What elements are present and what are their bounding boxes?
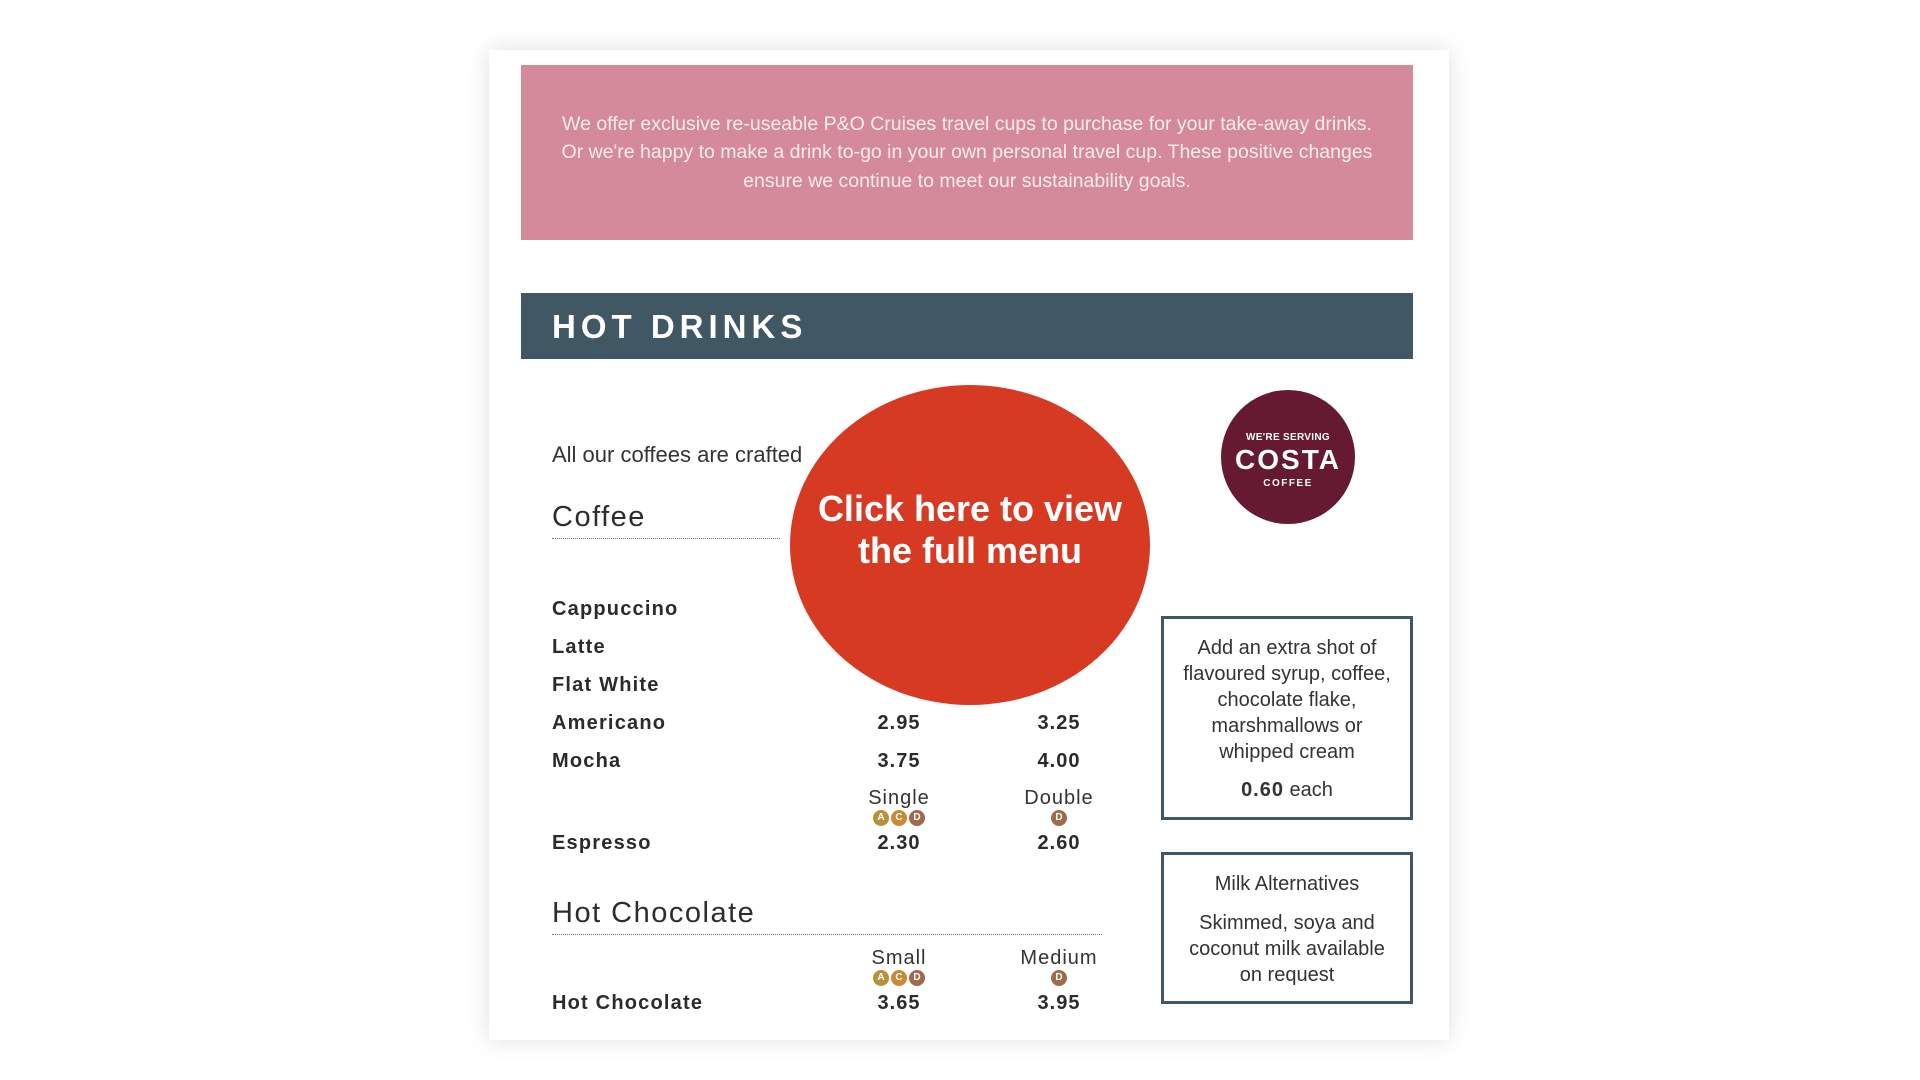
- allergen-c-icon: C: [891, 970, 907, 986]
- size-label-double: Double: [1024, 787, 1094, 809]
- costa-logo: [1221, 390, 1355, 524]
- milk-alternatives-box: [1161, 852, 1413, 1004]
- allergen-d-icon: D: [909, 970, 925, 986]
- sustainability-banner: [521, 65, 1413, 240]
- allergen-icons: [873, 970, 925, 986]
- section-title: HOT DRINKS: [552, 308, 808, 345]
- view-full-menu-button[interactable]: [790, 385, 1150, 705]
- sustainability-text: We offer exclusive re-useable P&O Cruises travel cups to purchase for your take-away drinks. Or we're happy to make a drink to-go in your own personal travel cup. These positive changes ensure we continue to meet our sustainability goals.: [561, 112, 1373, 192]
- allergen-a-icon: A: [873, 810, 889, 826]
- allergen-d-icon: D: [1051, 810, 1067, 826]
- menu-item-price: 2.60: [1037, 832, 1081, 854]
- menu-item-price: 3.25: [1037, 712, 1081, 734]
- extras-price-line: [1164, 779, 1410, 802]
- extras-text: Add an extra shot of flavoured syrup, coffee, chocolate flake, marshmallows or whipped cream: [1183, 637, 1391, 763]
- menu-item-price: 2.30: [877, 832, 921, 854]
- section-header: [521, 293, 1413, 359]
- allergen-d-icon: D: [1051, 970, 1067, 986]
- menu-item-price: 4.00: [1037, 750, 1081, 772]
- hot-chocolate-heading: Hot Chocolate: [552, 896, 1102, 935]
- menu-item-name: Cappuccino: [552, 598, 679, 620]
- size-label-small: Small: [871, 947, 927, 969]
- milk-alternatives-title: Milk Alternatives: [1214, 873, 1360, 895]
- allergen-a-icon: A: [873, 970, 889, 986]
- size-label-medium: Medium: [1020, 947, 1098, 969]
- allergen-icons: [1051, 970, 1067, 986]
- allergen-c-icon: C: [891, 810, 907, 826]
- milk-alternatives-text: Skimmed, soya and coconut milk available on request: [1189, 912, 1385, 986]
- allergen-icons: [1051, 810, 1067, 826]
- size-label-single: Single: [868, 787, 930, 809]
- intro-text: All our coffees are crafted: [552, 442, 803, 467]
- logo-line-3: COFFEE: [1263, 478, 1313, 489]
- logo-line-1: WE'RE SERVING: [1246, 432, 1330, 443]
- extras-price-suffix: each: [1284, 779, 1333, 801]
- menu-item-price: 3.65: [877, 992, 921, 1014]
- allergen-d-icon: D: [909, 810, 925, 826]
- menu-item-name: Latte: [552, 636, 606, 658]
- menu-item-name: Americano: [552, 712, 667, 734]
- coffee-heading: Coffee: [552, 500, 780, 539]
- extras-price: 0.60: [1241, 779, 1284, 801]
- menu-item-price: 3.95: [1037, 992, 1081, 1014]
- menu-item-name: Flat White: [552, 674, 660, 696]
- allergen-icons: [873, 810, 925, 826]
- menu-item-price: 2.95: [877, 712, 921, 734]
- menu-item-name: Espresso: [552, 832, 652, 854]
- view-full-menu-label: Click here to view the full menu: [817, 488, 1123, 571]
- menu-item-name: Mocha: [552, 750, 622, 772]
- extras-box: [1161, 616, 1413, 820]
- menu-item-name: Hot Chocolate: [552, 992, 704, 1014]
- menu-item-price: 3.75: [877, 750, 921, 772]
- logo-line-2: COSTA: [1235, 444, 1341, 475]
